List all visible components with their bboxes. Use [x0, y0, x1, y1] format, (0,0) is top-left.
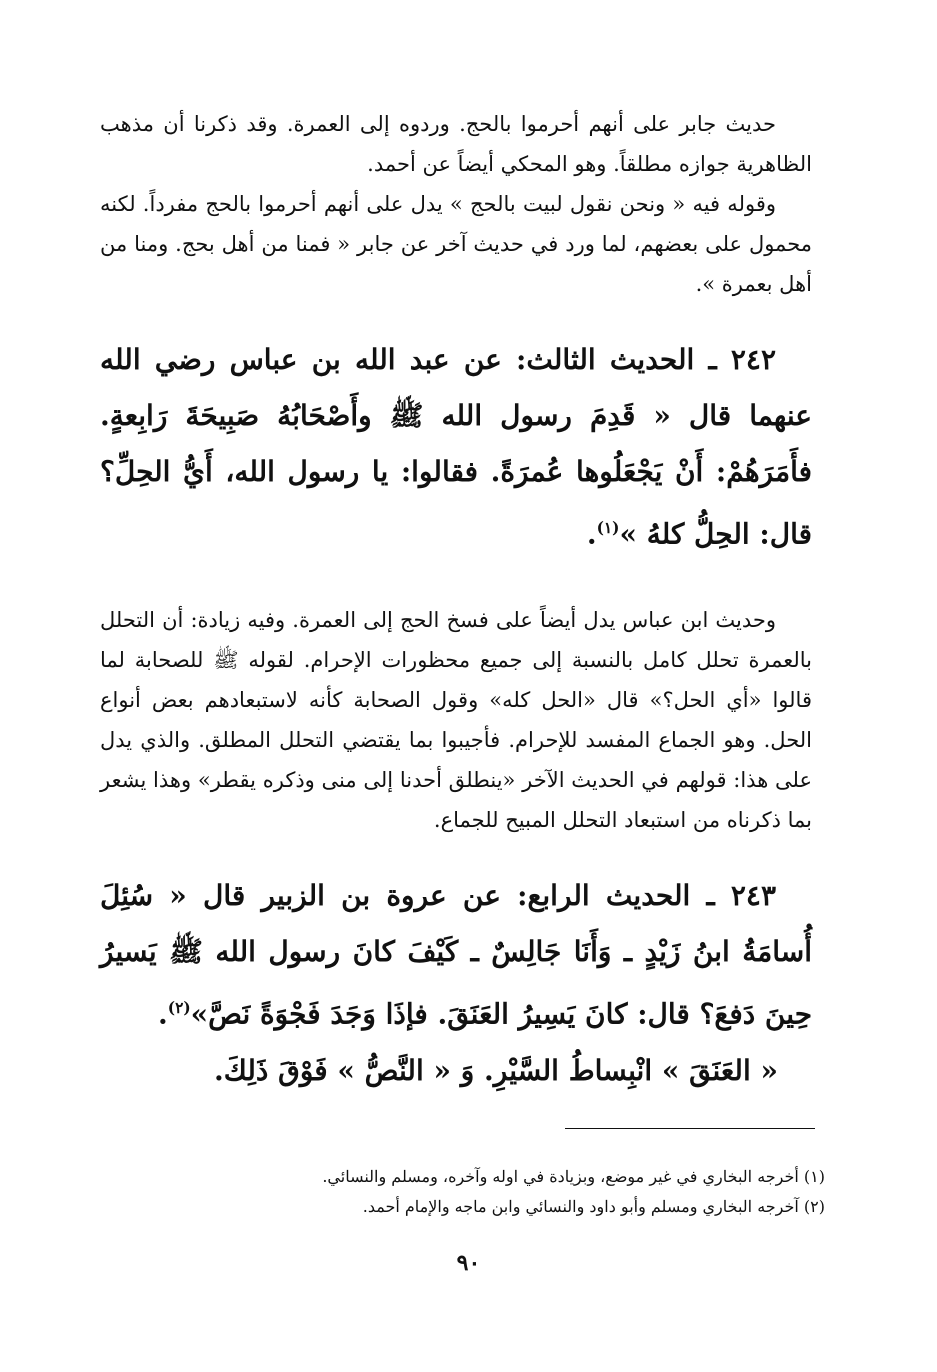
footnotes: [100, 1162, 825, 1222]
hadith-242-text: ٢٤٢ ـ الحديث الثالث: عن عبد الله بن عباس رضي الله عنهما قال « قَدِمَ رسول الله ﷺ وأَصْحَابُهُ صَبِيحَةَ رَابِعةٍ. فأَمَرَهُمْ: أَنْ يَجْعَلُوها عُمرَةً. فقالوا: يا رسول الله، أَيُّ الحِلِّ؟ قال: الحِلُّ كلهُ »: [100, 343, 812, 551]
hadith-243: [100, 868, 812, 1042]
page-body: [100, 104, 812, 1099]
footnote-1: (١) أخرجه البخاري في غير موضع، وبزيادة في اوله وآخره، ومسلم والنسائي.: [322, 1167, 825, 1186]
footnote-ref-1: (١): [596, 519, 620, 537]
hadith-242: [100, 332, 812, 562]
page-number: ٩٠: [456, 1250, 481, 1276]
commentary-242: وحديث ابن عباس يدل أيضاً على فسخ الحج إلى العمرة. وفيه زيادة: أن التحلل بالعمرة تحلل كامل بالنسبة إلى جميع محظورات الإحرام. لقوله ﷺ للصحابة لما قالوا «أي الحل؟» قال «الحل كله» وقول الصحابة كأنه لاستبعادهم بعض أنواع الحل. وهو الجماع المفسد للإحرام. فأجيبوا بما يقتضي التحلل المطلق. والذي يدل على هذا: قولهم في الحديث الآخر «ينطلق أحدنا إلى منى وذكره يقطر» وهذا يشعر بما ذكرناه من استبعاد التحلل المبيح للجماع.: [100, 608, 812, 833]
hadith-243-gloss: « العَنَقَ » انْبِساطُ السَّيْرِ. وَ « النَّصُّ » فَوْقَ ذَلِكَ.: [214, 1053, 778, 1087]
hadith-242-end: .: [586, 517, 597, 551]
intro-paragraph-1: حديث جابر على أنهم أحرموا بالحج. وردوه إلى العمرة. وقد ذكرنا أن مذهب الظاهرية جوازه مطلقاً. وهو المحكي أيضاً عن أحمد.: [100, 112, 812, 176]
hadith-243-end: .: [158, 997, 168, 1031]
footnote-2: (٢) آخرجه البخاري ومسلم وأبو داود والنسائي وابن ماجه والإمام أحمد.: [362, 1197, 825, 1216]
footnote-ref-2: (٢): [167, 999, 191, 1018]
hadith-243-text: ٢٤٣ ـ الحديث الرابع: عن عروة بن الزبير قال « سُئِلَ أُسامَةُ ابنُ زَيْدٍ ـ وَأَنَا جَالِسٌ ـ كَيْفَ كانَ رسول الله ﷺ يَسيرُ حِينَ دَفعَ؟ قال: كانَ يَسِيرُ العَنَقَ. فإذَا وَجَدَ فَجْوَةً نَصَّ»: [100, 879, 812, 1031]
intro-paragraph-2: وقوله فيه « ونحن نقول لبيت بالحج » يدل على أنهم أحرموا بالحج مفرداً. لكنه محمول على بعضهم، لما ورد في حديث آخر عن جابر « فمنا من أهل بحج. ومنا من أهل بعمرة ».: [100, 192, 812, 296]
footnote-divider: [565, 1128, 815, 1129]
